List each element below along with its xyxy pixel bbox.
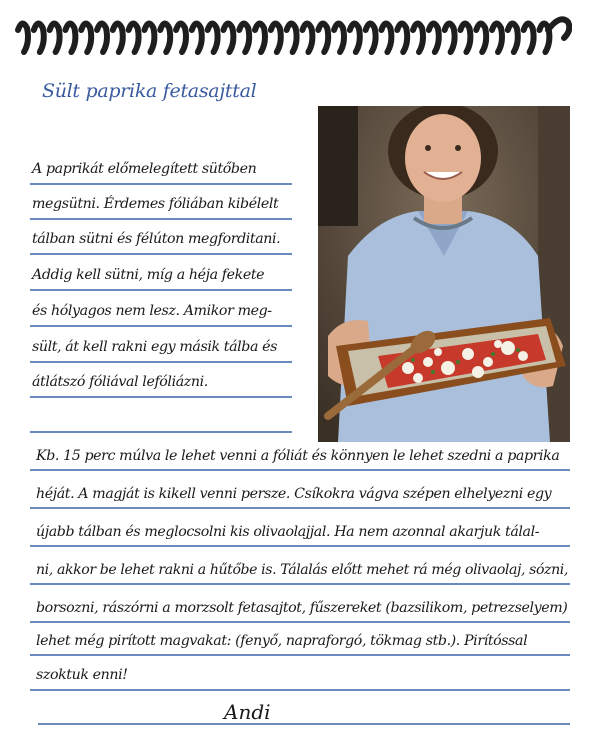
text-line: szoktuk enni!: [36, 667, 128, 683]
recipe-title: Sült paprika fetasajttal: [42, 80, 257, 102]
text-line: Addig kell sütni, míg a héja fekete: [32, 267, 265, 283]
text-line: Kb. 15 perc múlva le lehet venni a fóliát és könnyen le lehet szedni a paprika: [36, 448, 560, 464]
text-line: tálban sütni és félúton megforditani.: [32, 231, 281, 247]
photo-woman-with-dish: [318, 106, 570, 442]
text-line: megsütni. Érdemes fóliában kibélelt: [32, 196, 279, 212]
text-line: A paprikát előmelegített sütőben: [32, 161, 257, 177]
text-line: átlátszó fóliával lefóliázni.: [32, 374, 208, 390]
text-line: sült, át kell rakni egy másik tálba és: [32, 339, 278, 355]
signature: Andi: [224, 700, 271, 724]
text-line: lehet még pirított magvakat: (fenyő, napraforgó, tökmag stb.). Pirítóssal: [36, 633, 528, 649]
text-line: ni, akkor be lehet rakni a hűtőbe is. Tálalás előtt mehet rá még olivaolaj, sózni,: [36, 562, 568, 578]
text-line: borsozni, rászórni a morzsolt fetasajtot, fűszereket (bazsilikom, petrezselyem): [36, 600, 568, 616]
text-line: héját. A magját is kikell venni persze. Csíkokra vágva szépen elhelyezni egy: [36, 486, 552, 502]
text-line: és hólyagos nem lesz. Amikor meg-: [32, 303, 272, 319]
text-line: újabb tálban és meglocsolni kis olivaolajjal. Ha nem azonnal akarjuk tálal-: [36, 524, 540, 540]
